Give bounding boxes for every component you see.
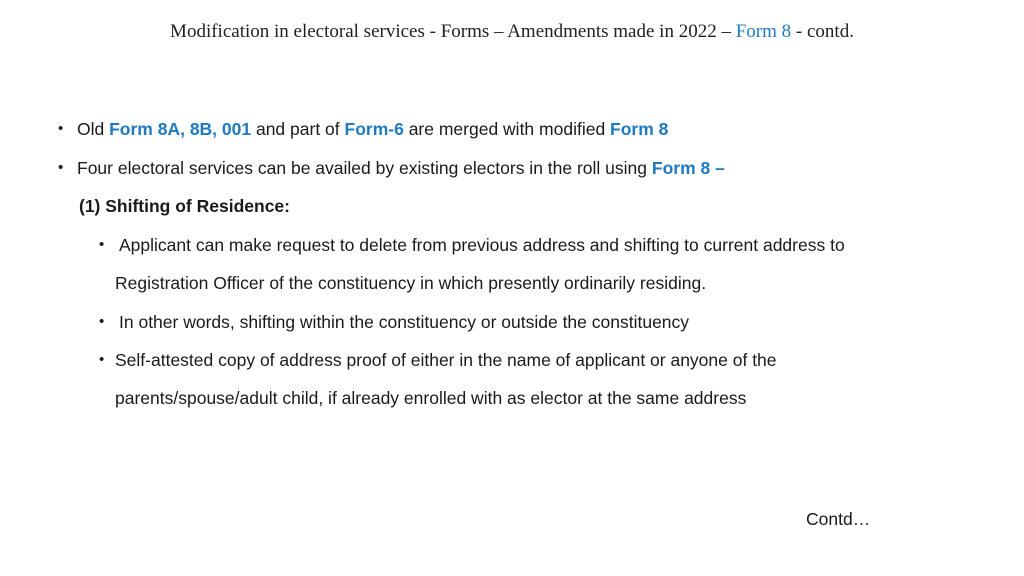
bullet-dot: • — [58, 120, 64, 137]
form-ref-highlight: Form 8 — [610, 119, 669, 139]
section-heading: (1) Shifting of Residence: — [79, 196, 290, 216]
sub-bullet-delete-shift-cont: Registration Officer of the constituency in which presently ordinarily residing. — [115, 273, 707, 293]
sub-bullet-other-words: In other words, shifting within the constituency or outside the constituency — [119, 312, 690, 332]
title-form-highlight: Form 8 — [735, 21, 792, 42]
title-prefix: Modification in electoral services - Forms – Amendments made in 2022 – — [170, 21, 736, 42]
bullet-four-services — [77, 157, 725, 179]
bullet-text: are merged with modified — [403, 119, 611, 139]
form-ref-highlight: Form 8A, 8B, 001 — [109, 119, 252, 139]
sub-bullet-dot: • — [99, 313, 105, 330]
sub-bullet-dot: • — [99, 351, 105, 368]
sub-bullet-address-proof: Self-attested copy of address proof of either in the name of applicant or anyone of the — [115, 350, 777, 370]
form-ref-highlight: Form-6 — [344, 119, 404, 139]
bullet-text: and part of — [251, 119, 345, 139]
title-suffix: - contd. — [791, 21, 854, 42]
bullet-merged-forms — [77, 118, 668, 140]
sub-bullet-delete-shift: Applicant can make request to delete from previous address and shifting to current address to — [119, 235, 845, 255]
contd-label: Contd… — [806, 509, 871, 529]
bullet-text: Old — [77, 119, 110, 139]
bullet-text: Four electoral services can be availed by existing electors in the roll using — [77, 158, 652, 178]
bullet-dot: • — [58, 159, 64, 176]
slide-title — [0, 21, 1024, 43]
sub-bullet-dot: • — [99, 236, 105, 253]
sub-bullet-address-proof-cont: parents/spouse/adult child, if already enrolled with as elector at the same address — [115, 388, 747, 408]
form-ref-highlight: Form 8 – — [651, 158, 725, 178]
